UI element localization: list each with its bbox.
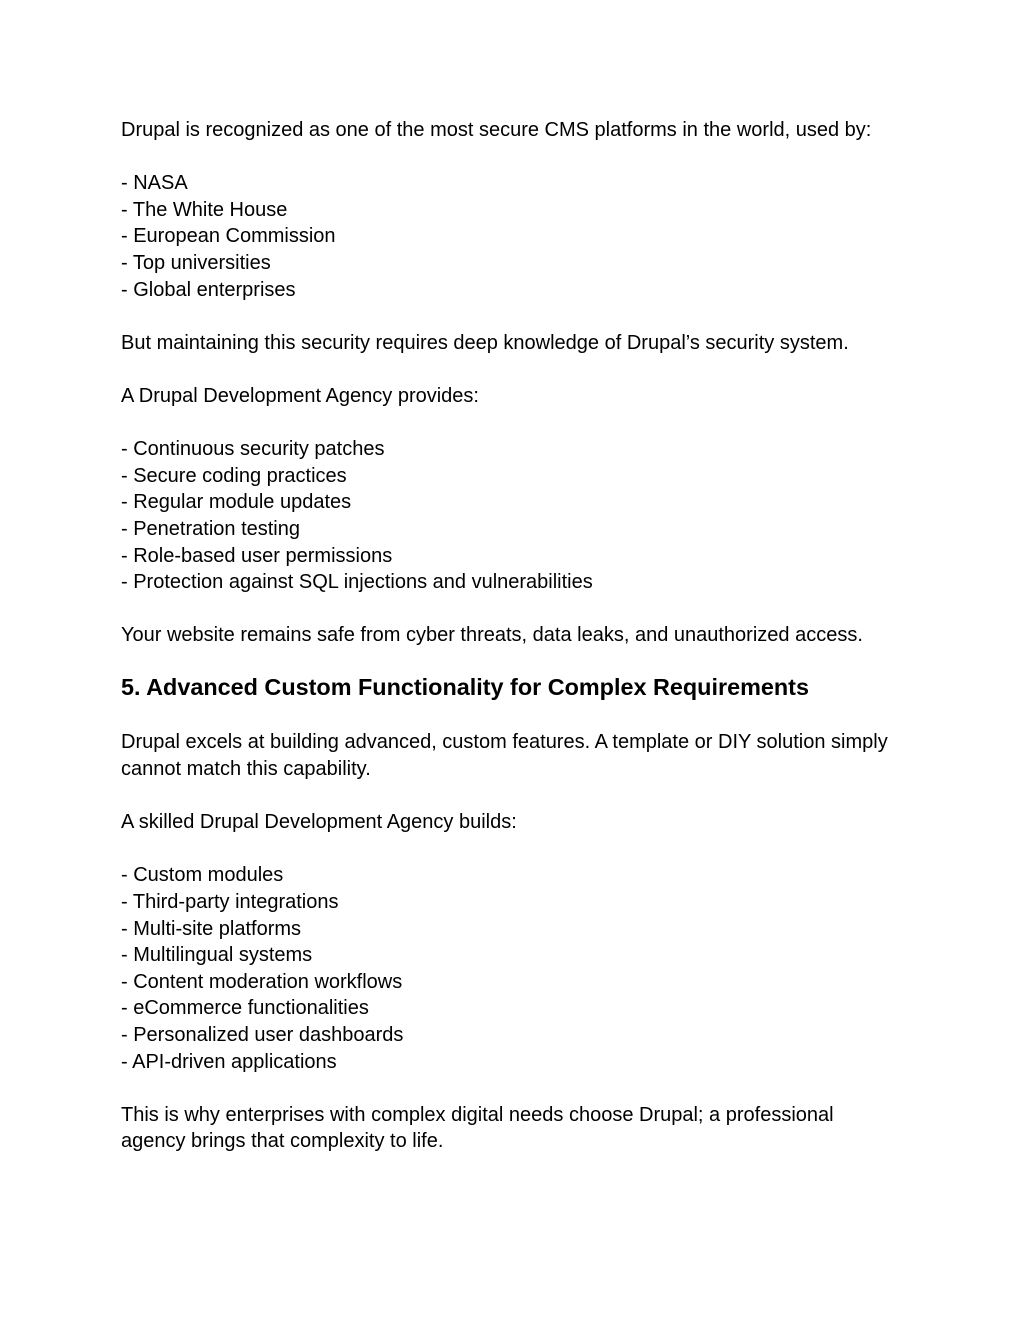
list-item: - European Commission bbox=[121, 225, 336, 248]
paragraph-intro-secure-cms: Drupal is recognized as one of the most secure CMS platforms in the world, used by: bbox=[121, 119, 872, 141]
list-item: - Continuous security patches bbox=[121, 438, 385, 461]
list-item: - Third-party integrations bbox=[121, 891, 339, 914]
list-item: - Global enterprises bbox=[121, 278, 296, 301]
list-item: - Secure coding practices bbox=[121, 464, 347, 487]
list-item: - API-driven applications bbox=[121, 1050, 337, 1073]
list-item: - NASA bbox=[121, 172, 188, 195]
list-item: - Personalized user dashboards bbox=[121, 1024, 404, 1046]
list-secure-cms-users bbox=[121, 170, 903, 303]
paragraph-enterprises-conclusion: This is why enterprises with complex digital needs choose Drupal; a professional agency brings that complexity to life. bbox=[121, 1103, 834, 1153]
list-item: - Protection against SQL injections and vulnerabilities bbox=[121, 571, 593, 594]
list-agency-builds bbox=[121, 862, 903, 1075]
list-item: - Multi-site platforms bbox=[121, 917, 302, 940]
list-security-services bbox=[121, 436, 903, 596]
paragraph-agency-provides: A Drupal Development Agency provides: bbox=[121, 384, 479, 407]
paragraph-drupal-excels: Drupal excels at building advanced, custom features. A template or DIY solution simply cannot match this capability. bbox=[121, 731, 888, 781]
section-heading-advanced-functionality: 5. Advanced Custom Functionality for Complex Requirements bbox=[121, 673, 809, 700]
list-item: - eCommerce functionalities bbox=[121, 997, 369, 1020]
list-item: - Custom modules bbox=[121, 864, 284, 887]
list-item: - The White House bbox=[121, 198, 288, 221]
list-item: - Multilingual systems bbox=[121, 944, 313, 967]
list-item: - Content moderation workflows bbox=[121, 970, 403, 993]
list-item: - Top universities bbox=[121, 251, 271, 274]
list-item: - Penetration testing bbox=[121, 517, 300, 540]
paragraph-maintaining-security: But maintaining this security requires deep knowledge of Drupal’s security system. bbox=[121, 331, 849, 354]
list-item: - Regular module updates bbox=[121, 491, 352, 514]
paragraph-website-safe: Your website remains safe from cyber threats, data leaks, and unauthorized access. bbox=[121, 624, 863, 647]
list-item: - Role-based user permissions bbox=[121, 544, 393, 567]
paragraph-agency-builds: A skilled Drupal Development Agency builds: bbox=[121, 811, 517, 834]
